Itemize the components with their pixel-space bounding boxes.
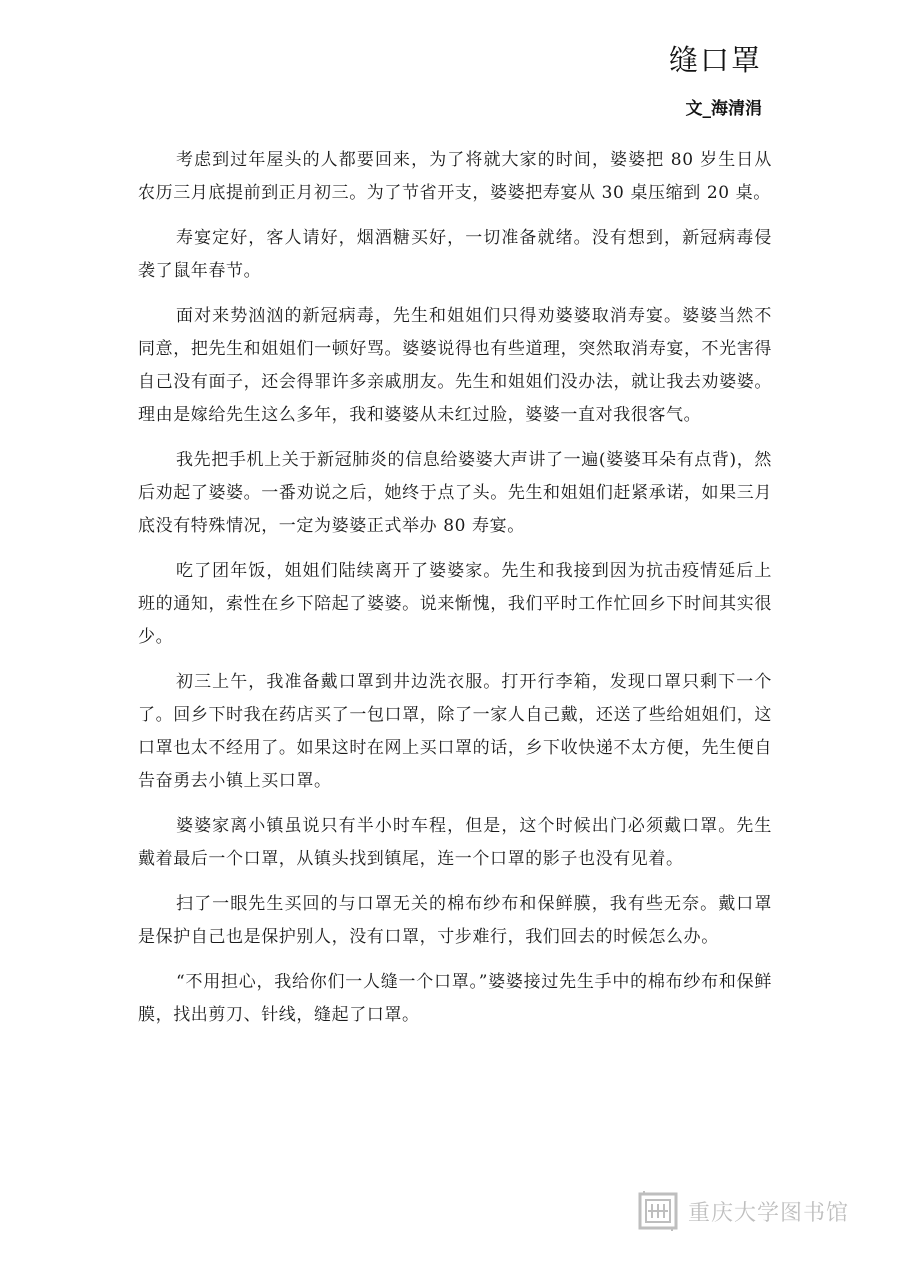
- watermark-text: 重庆大学图书馆: [688, 1200, 850, 1226]
- library-seal-icon: [638, 1190, 678, 1232]
- paragraph-7: 婆婆家离小镇虽说只有半小时车程，但是，这个时候出门必须戴口罩。先生戴着最后一个口罩，从镇头找到镇尾，连一个口罩的影子也没有见着。: [138, 816, 772, 869]
- paragraph-8: 扫了一眼先生买回的与口罩无关的棉布纱布和保鲜膜，我有些无奈。戴口罩是保护自己也是保护别人，没有口罩，寸步难行，我们回去的时候怎么办。: [138, 894, 772, 947]
- document-body: [138, 144, 772, 1044]
- paragraph-9: “不用担心，我给你们一人缝一个口罩。”婆婆接过先生手中的棉布纱布和保鲜膜，找出剪刀、针线，缝起了口罩。: [138, 972, 772, 1025]
- paragraph-3: 面对来势汹汹的新冠病毒，先生和姐姐们只得劝婆婆取消寿宴。婆婆当然不同意，把先生和姐姐们一顿好骂。婆婆说得也有些道理，突然取消寿宴，不光害得自己没有面子，还会得罪许多亲戚朋友。先生和姐姐们没办法，就让我去劝婆婆。理由是嫁给先生这么多年，我和婆婆从未红过脸，婆婆一直对我很客气。: [138, 306, 772, 425]
- library-watermark: [638, 1190, 849, 1232]
- document-title: 缝口罩: [668, 43, 762, 77]
- paragraph-6: 初三上午，我准备戴口罩到井边洗衣服。打开行李箱，发现口罩只剩下一个了。回乡下时我在药店买了一包口罩，除了一家人自己戴，还送了些给姐姐们，这口罩也太不经用了。如果这时在网上买口罩的话，乡下收快递不太方便，先生便自告奋勇去小镇上买口罩。: [138, 672, 772, 791]
- paragraph-1: 考虑到过年屋头的人都要回来，为了将就大家的时间，婆婆把 80 岁生日从农历三月底提前到正月初三。为了节省开支，婆婆把寿宴从 30 桌压缩到 20 桌。: [138, 150, 772, 203]
- paragraph-2: 寿宴定好，客人请好，烟酒糖买好，一切准备就绪。没有想到，新冠病毒侵袭了鼠年春节。: [138, 228, 772, 281]
- paragraph-4: 我先把手机上关于新冠肺炎的信息给婆婆大声讲了一遍(婆婆耳朵有点背)，然后劝起了婆婆。一番劝说之后，她终于点了头。先生和姐姐们赶紧承诺，如果三月底没有特殊情况，一定为婆婆正式举办 80 寿宴。: [138, 450, 772, 536]
- document-author: 文_海清涓: [685, 99, 762, 119]
- paragraph-5: 吃了团年饭，姐姐们陆续离开了婆婆家。先生和我接到因为抗击疫情延后上班的通知，索性在乡下陪起了婆婆。说来惭愧，我们平时工作忙回乡下时间其实很少。: [138, 561, 772, 647]
